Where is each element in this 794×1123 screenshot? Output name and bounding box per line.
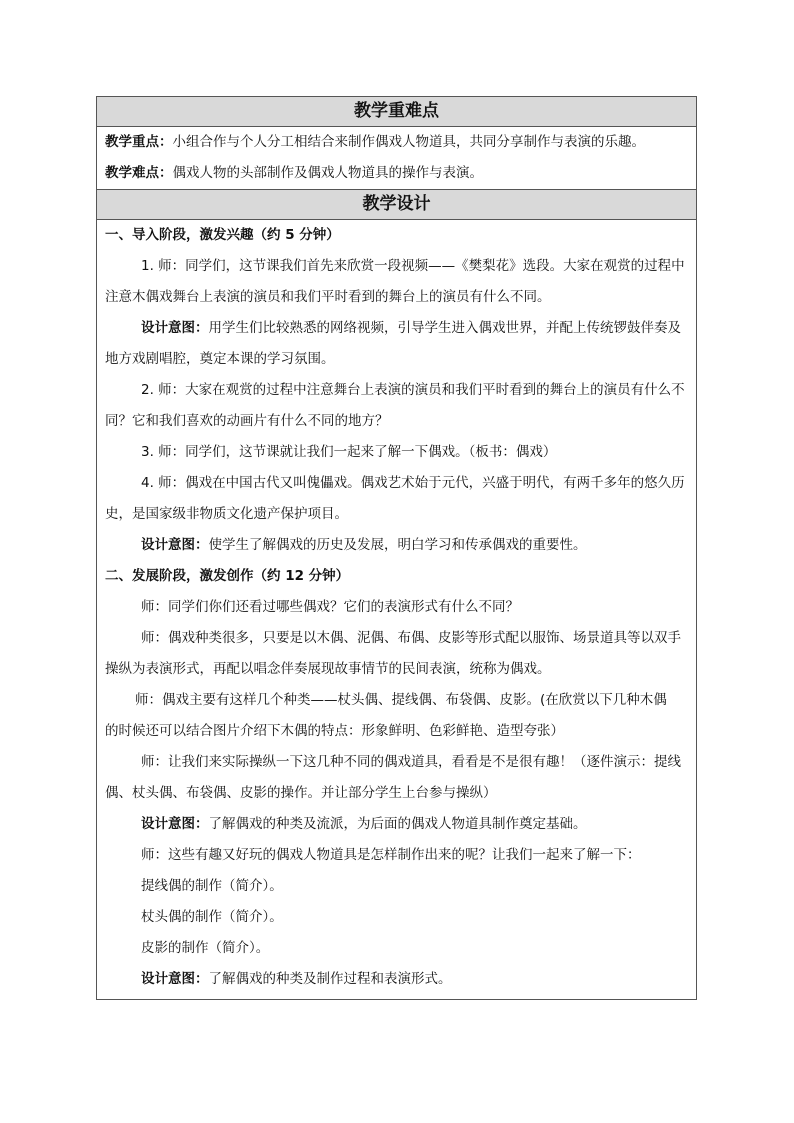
paragraph-8 xyxy=(97,747,696,809)
design-intent-1-label: 设计意图： xyxy=(141,320,209,336)
paragraph-4-line-1: 4. 师：偶戏在中国古代又叫傀儡戏。偶戏艺术始于元代，兴盛于明代，有两千多年的悠久历 xyxy=(141,475,685,491)
list-item xyxy=(97,871,696,902)
paragraph-8-line-2: 偶、杖头偶、布袋偶、皮影的操作。并让部分学生上台参与操纵） xyxy=(105,785,497,801)
design-intent-1-line-1: 用学生们比较熟悉的网络视频，引导学生进入偶戏世界，并配上传统锣鼓伴奏及 xyxy=(208,320,681,336)
paragraph-1 xyxy=(97,251,696,313)
paragraph-2-line-2: 同？它和我们喜欢的动画片有什么不同的地方？ xyxy=(105,413,389,429)
paragraph-1-line-1: 1. 师：同学们，这节课我们首先来欣赏一段视频——《樊梨花》选段。大家在观赏的过程中 xyxy=(141,258,685,274)
paragraph-5-line-1: 师：同学们你们还看过哪些偶戏？它们的表演形式有什么不同？ xyxy=(141,599,519,615)
difficulty-row xyxy=(97,158,696,189)
design-intent-4-label: 设计意图： xyxy=(141,971,209,987)
key-point-label: 教学重点： xyxy=(105,134,173,150)
list-item-rod-puppet: 杖头偶的制作（简介）。 xyxy=(141,909,283,925)
list-item xyxy=(97,933,696,964)
paragraph-6-line-1: 师：偶戏种类很多，只要是以木偶、泥偶、布偶、皮影等形式配以服饰、场景道具等以双手 xyxy=(141,630,681,646)
design-intent-3-label: 设计意图： xyxy=(141,816,209,832)
paragraph-3 xyxy=(97,437,696,468)
list-item-shadow-puppet: 皮影的制作（简介）。 xyxy=(141,940,270,956)
section-title-design: 教学设计 xyxy=(97,189,696,220)
paragraph-2-line-1: 2. 师：大家在观赏的过程中注意舞台上表演的演员和我们平时看到的舞台上的演员有什么不 xyxy=(141,382,685,398)
design-intent-4-text: 了解偶戏的种类及制作过程和表演形式。 xyxy=(208,971,452,987)
lesson-plan-table xyxy=(96,96,697,1000)
paragraph-6 xyxy=(97,623,696,685)
paragraph-1-line-2: 注意木偶戏舞台上表演的演员和我们平时看到的舞台上的演员有什么不同。 xyxy=(105,289,551,305)
paragraph-7 xyxy=(97,685,696,747)
design-intent-4 xyxy=(97,964,696,995)
design-intent-2-text: 使学生了解偶戏的历史及发展，明白学习和传承偶戏的重要性。 xyxy=(208,537,587,553)
paragraph-2 xyxy=(97,375,696,437)
key-point-row xyxy=(97,127,696,158)
paragraph-9-line-1: 师：这些有趣又好玩的偶戏人物道具是怎样制作出来的呢？让我们一起来了解一下： xyxy=(141,847,641,863)
list-item-marionette: 提线偶的制作（简介）。 xyxy=(141,878,283,894)
paragraph-4-line-2: 史，是国家级非物质文化遗产保护项目。 xyxy=(105,506,348,522)
key-point-text: 小组合作与个人分工相结合来制作偶戏人物道具，共同分享制作与表演的乐趣。 xyxy=(172,134,645,150)
paragraph-9 xyxy=(97,840,696,871)
design-intent-2-label: 设计意图： xyxy=(141,537,209,553)
design-intent-3 xyxy=(97,809,696,840)
phase2-heading: 二、发展阶段，激发创作（约 12 分钟） xyxy=(105,568,350,584)
design-intent-1-line-2: 地方戏剧唱腔，奠定本课的学习氛围。 xyxy=(105,351,335,367)
difficulty-label: 教学难点： xyxy=(105,165,173,181)
design-intent-1 xyxy=(97,313,696,375)
section-title-key-points: 教学重难点 xyxy=(97,97,696,127)
list-item xyxy=(97,902,696,933)
paragraph-7-line-2: 的时候还可以结合图片介绍下木偶的特点：形象鲜明、色彩鲜艳、造型夸张） xyxy=(105,723,564,739)
paragraph-7-line-1: 师：偶戏主要有这样几个种类——杖头偶、提线偶、布袋偶、皮影。(在欣赏以下几种木偶 xyxy=(135,692,667,708)
paragraph-6-line-2: 操纵为表演形式，再配以唱念伴奏展现故事情节的民间表演，统称为偶戏。 xyxy=(105,661,551,677)
paragraph-5 xyxy=(97,592,696,623)
design-intent-3-text: 了解偶戏的种类及流派，为后面的偶戏人物道具制作奠定基础。 xyxy=(208,816,587,832)
phase1-heading: 一、导入阶段，激发兴趣（约 5 分钟） xyxy=(105,227,340,243)
paragraph-8-line-1: 师：让我们来实际操纵一下这几种不同的偶戏道具，看看是不是很有趣！（逐件演示：提线 xyxy=(141,754,681,770)
difficulty-text: 偶戏人物的头部制作及偶戏人物道具的操作与表演。 xyxy=(172,165,483,181)
paragraph-4 xyxy=(97,468,696,530)
paragraph-3-line-1: 3. 师：同学们，这节课就让我们一起来了解一下偶戏。（板书：偶戏） xyxy=(141,444,557,460)
design-intent-2 xyxy=(97,530,696,561)
